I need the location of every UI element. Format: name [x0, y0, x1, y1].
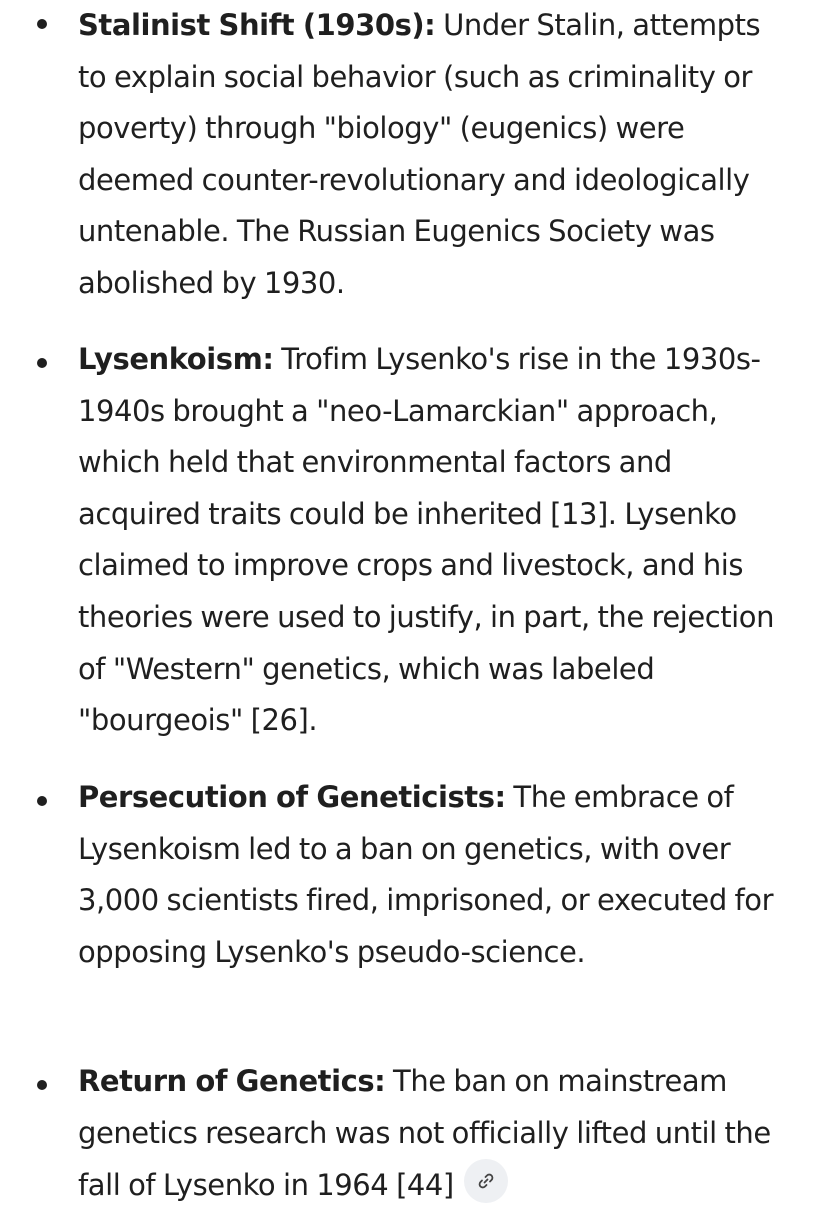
link-icon	[476, 1171, 496, 1191]
list-item-heading: Return of Genetics:	[78, 1064, 386, 1098]
bullet-icon	[37, 1080, 47, 1090]
list-item-text	[78, 1056, 790, 1212]
list-item-heading: Lysenkoism:	[78, 342, 274, 376]
source-link-button[interactable]	[464, 1159, 508, 1203]
list-item-text	[78, 334, 790, 747]
bullet-icon	[37, 358, 47, 368]
bullet-icon	[37, 19, 47, 29]
list-item-body: Trofim Lysenko's rise in the 1930s-1940s brought a "neo-Lamarckian" approach, which held that environmental factors and acquired traits could be inherited [13]. Lysenko claimed to improve crops and livestock, and his theories were used to justify, in part, the rejection of "Western" genetics, which was labeled "bourgeois" [26].	[78, 342, 774, 738]
list-item-body: Under Stalin, attempts to explain social behavior (such as criminality or poverty) through "biology" (eugenics) were deemed counter-revolutionary and ideologically untenable. The Russian Eugenics Society was abolished by 1930.	[78, 8, 761, 300]
list-item-body: The ban on mainstream genetics research was not officially lifted until the fall of Lysenko in 1964 [44]	[78, 1064, 771, 1203]
bullet-icon	[37, 796, 47, 806]
list-item-text	[78, 0, 790, 310]
list-item-text	[78, 772, 790, 978]
list-item-body: The embrace of Lysenkoism led to a ban on genetics, with over 3,000 scientists fired, imprisoned, or executed for opposing Lysenko's pseudo-science.	[78, 780, 774, 969]
list-item-heading: Stalinist Shift (1930s):	[78, 8, 436, 42]
list-item-heading: Persecution of Geneticists:	[78, 780, 506, 814]
